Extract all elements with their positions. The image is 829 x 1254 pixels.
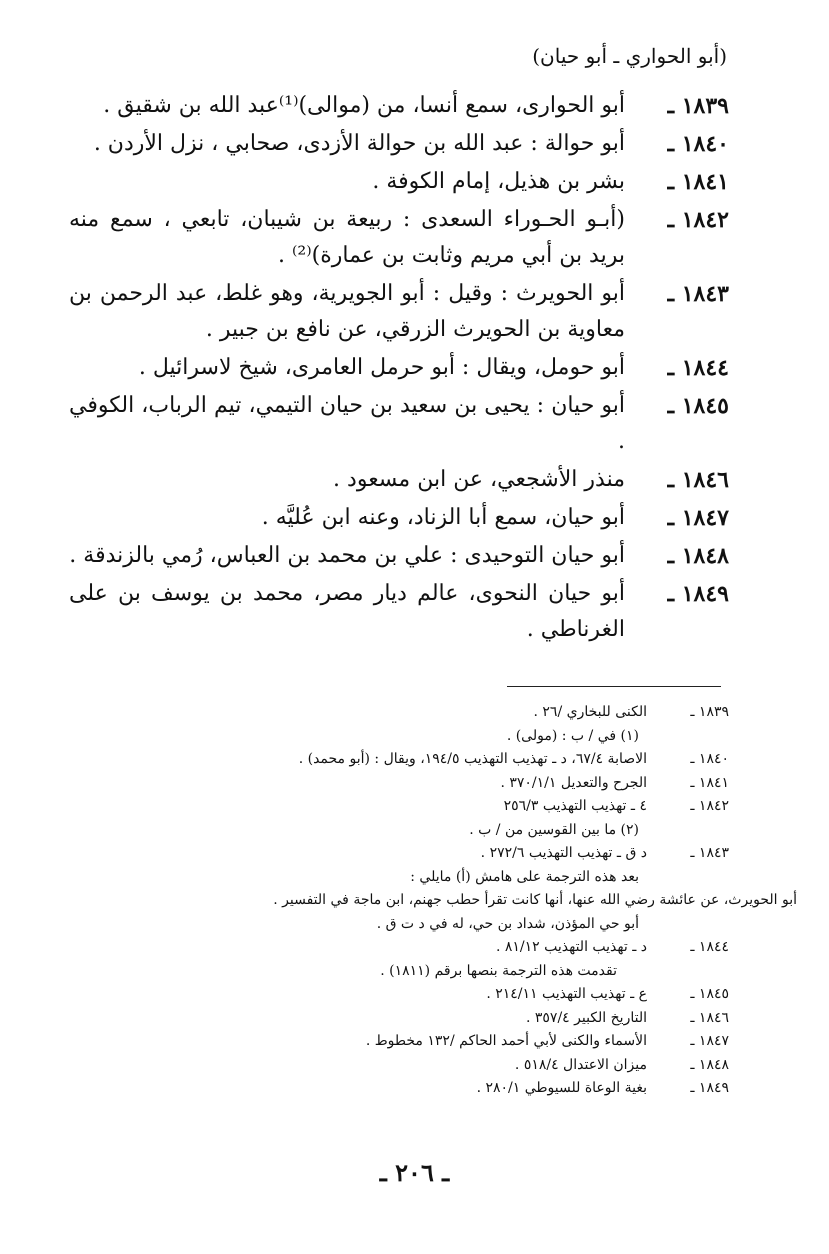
footnote-item: [89, 842, 729, 866]
footnote-text: الأسماء والكنى لأبي أحمد الحاكم /١٣٢ مخطوط .: [365, 1033, 647, 1049]
footnote-text: تقدمت هذه الترجمة بنصها برقم (١٨١١) .: [380, 962, 617, 979]
entry-item: [69, 350, 729, 386]
footnote-text: أبو الحويرث، عن عائشة رضي الله عنها، أنها كانت تقرأ حطب جهنم، ابن ماجة في التفسير .: [273, 892, 797, 908]
entry-number: ١٨٤٣ ـ: [667, 281, 729, 307]
footnote-text: بعد هذه الترجمة على هامش (أ) مايلي :: [410, 868, 639, 885]
footnote-item: [89, 1007, 729, 1031]
entry-number: ١٨٤٤ ـ: [667, 355, 729, 381]
entry-text: أبو الحويرث : وقيل : أبو الجويرية، وهو غلط، عبد الرحمن بن معاوية بن الحويرث الزرقي، عن نافع بن جبير .: [69, 281, 625, 342]
entry-text: أبو حيان التوحيدى : علي بن محمد بن العباس، رُمي بالزندقة .: [69, 543, 625, 568]
footnote-number: ١٨٤١ ـ: [690, 774, 729, 791]
footnote-item: [89, 889, 797, 913]
footnote-text: د ـ تهذيب التهذيب ٨١/١٢ .: [495, 939, 647, 955]
entry-item: [69, 462, 729, 498]
footnote-number: ١٨٤٣ ـ: [690, 845, 729, 861]
footnotes-list: [89, 701, 797, 1101]
footnote-item: [89, 725, 729, 749]
entry-number: ١٨٤٢ ـ: [667, 207, 729, 233]
footnote-item: [89, 866, 729, 890]
entry-text: بشر بن هذيل، إمام الكوفة .: [372, 169, 625, 194]
entry-text: أبو حيان، سمع أبا الزناد، وعنه ابن عُليَّه .: [261, 505, 625, 530]
footnote-item: [89, 1054, 729, 1078]
footnote-number: ١٨٣٩ ـ: [690, 704, 729, 720]
footnote-item: [89, 772, 729, 796]
entry-item: [69, 388, 729, 460]
entry-item: [69, 202, 729, 274]
footnote-number: ١٨٤٦ ـ: [690, 1009, 729, 1026]
entry-item: [69, 88, 729, 124]
entry-text: أبو حوالة : عبد الله بن حوالة الأزدى، صحابي ، نزل الأردن .: [93, 131, 625, 156]
entry-text: منذر الأشجعي، عن ابن مسعود .: [333, 467, 625, 492]
running-head: (أبو الحواري ـ أبو حيان): [532, 44, 727, 68]
footnote-number: ١٨٤٨ ـ: [690, 1056, 729, 1073]
footnote-number: ١٨٤٠ ـ: [690, 751, 729, 767]
entry-text: (أبـو الحـوراء السعدى : ربيعة بن شيبان، تابعي ، سمع منه بريد بن أبي مريم وثابت بن عمارة)⁽²⁾ .: [69, 207, 625, 268]
entry-item: [69, 276, 729, 348]
entry-item: [69, 538, 729, 574]
entry-text: أبو حومل، ويقال : أبو حرمل العامرى، شيخ لاسرائيل .: [138, 355, 625, 380]
footnote-text: ٤ ـ تهذيب التهذيب ٢٥٦/٣: [503, 798, 647, 814]
entry-item: [69, 126, 729, 162]
footnote-text: الجرح والتعديل ٣٧٠/١/١ .: [500, 774, 647, 791]
entry-text: أبو حيان النحوى، عالم ديار مصر، محمد بن يوسف بن على الغرناطي .: [69, 581, 625, 642]
entries-list: [69, 88, 729, 650]
footnote-text: بغية الوعاة للسيوطي ٢٨٠/١ .: [476, 1080, 647, 1096]
entry-number: ١٨٤١ ـ: [667, 169, 729, 195]
footnote-text: (٢) ما بين القوسين من / ب .: [469, 821, 639, 838]
entry-number: ١٨٤٠ ـ: [667, 131, 729, 157]
entry-number: ١٨٤٩ ـ: [667, 581, 729, 607]
footnote-text: أبو حي المؤذن، شداد بن حي، له في د ت ق .: [376, 915, 639, 932]
footnote-text: (١) في / ب : (مولى) .: [506, 727, 639, 744]
footnote-item: [89, 748, 729, 772]
footnote-item: [89, 701, 729, 725]
footnote-text: التاريخ الكبير ٣٥٧/٤ .: [525, 1009, 647, 1026]
footnote-text: د ق ـ تهذيب التهذيب ٢٧٢/٦ .: [480, 845, 647, 861]
entry-item: [69, 576, 729, 648]
entry-number: ١٨٤٥ ـ: [667, 393, 729, 419]
footnote-text: الاصابة ٦٧/٤، د ـ تهذيب التهذيب ١٩٤/٥، ويقال : (أبو محمد) .: [298, 751, 647, 767]
entry-item: [69, 500, 729, 536]
footnote-number: ١٨٤٢ ـ: [690, 798, 729, 814]
footnote-item: [89, 983, 729, 1007]
footnote-item: [89, 1077, 729, 1101]
footnote-rule: [507, 686, 721, 687]
footnote-item: [89, 1030, 729, 1054]
footnote-item: [89, 795, 729, 819]
footnote-number: ١٨٤٥ ـ: [690, 986, 729, 1002]
footnote-item: [89, 913, 729, 937]
entry-number: ١٨٤٨ ـ: [667, 543, 729, 569]
footnote-number: ١٨٤٤ ـ: [690, 939, 729, 955]
entry-item: [69, 164, 729, 200]
entry-number: ١٨٣٩ ـ: [667, 93, 729, 119]
footnote-number: ١٨٤٧ ـ: [690, 1033, 729, 1049]
footnote-item: [89, 819, 729, 843]
entry-text: أبو الحوارى، سمع أنسا، من (موالى)⁽¹⁾عبد الله بن شقيق .: [103, 93, 625, 118]
page-number: ـ ٢٠٦ ـ: [379, 1158, 450, 1187]
footnote-text: الكنى للبخاري /٢٦ .: [533, 704, 647, 720]
entry-number: ١٨٤٦ ـ: [667, 467, 729, 493]
footnote-item: [89, 936, 729, 960]
footnote-item: [89, 960, 729, 984]
footnote-text: ع ـ تهذيب التهذيب ٢١٤/١١ .: [486, 986, 647, 1002]
footnote-number: ١٨٤٩ ـ: [690, 1080, 729, 1096]
footnote-text: ميزان الاعتدال ٥١٨/٤ .: [514, 1056, 647, 1073]
entry-number: ١٨٤٧ ـ: [667, 505, 729, 531]
entry-text: أبو حيان : يحيى بن سعيد بن حيان التيمي، تيم الرباب، الكوفي .: [69, 393, 625, 454]
